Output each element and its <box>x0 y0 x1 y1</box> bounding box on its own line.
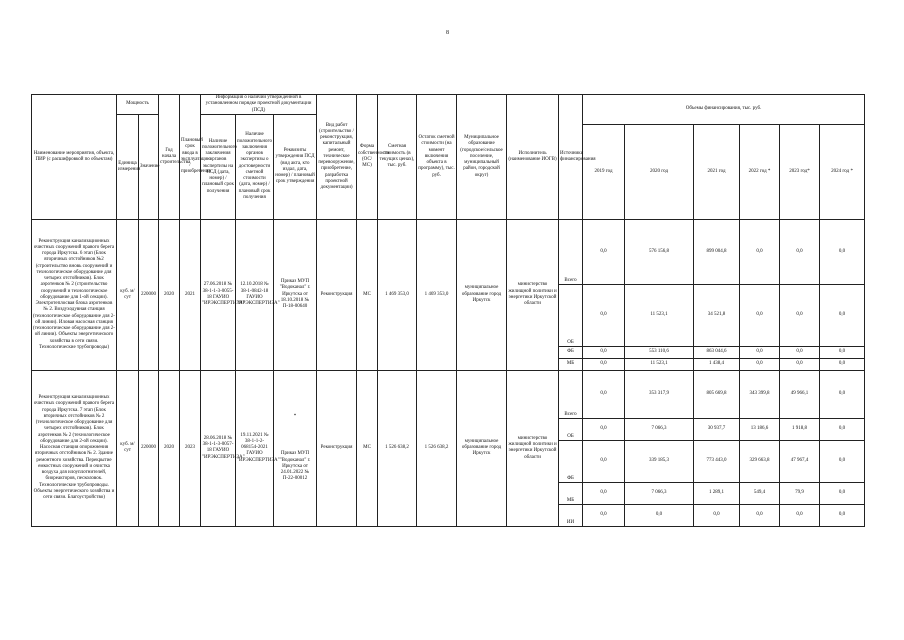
amount-cell: 339 185,3 <box>625 440 694 482</box>
source-label: ОБ <box>559 284 583 346</box>
amount-cell: 343 399,8 <box>740 370 780 418</box>
financing-table <box>31 94 865 527</box>
header-year: 2021 год <box>694 124 740 219</box>
cell-remaining: 1 526 638,2 <box>417 370 457 526</box>
amount-cell: 0,0 <box>583 440 625 482</box>
cell-unit: куб. м/сут <box>117 370 139 526</box>
cell-remaining: 1 469 353,0 <box>417 219 457 370</box>
amount-cell: 0,0 <box>780 504 820 526</box>
header-remaining: Остаток сметной стоимости (на момент включения объекта в программу), тыс. руб. <box>417 95 457 220</box>
amount-cell: 0,0 <box>780 358 820 370</box>
source-label: ФБ <box>559 440 583 482</box>
amount-cell: 329 663,8 <box>740 440 780 482</box>
cell-work-type: Реконструкция <box>317 219 357 370</box>
header-psd-cost: Наличие положительного заключения органов экспертизы о достоверности сметной стоимости (дата, номер) / плановый срок получения <box>236 114 274 219</box>
cell-estimate: 1 526 638,2 <box>378 370 417 526</box>
table-row <box>32 219 865 284</box>
amount-cell: 79,9 <box>780 482 820 504</box>
header-year: 2020 год <box>625 124 694 219</box>
amount-cell: 0,0 <box>694 504 740 526</box>
amount-cell: 0,0 <box>780 219 820 284</box>
amount-cell: 49 966,1 <box>780 370 820 418</box>
amount-cell: 0,0 <box>820 284 865 346</box>
cell-value: 220000 <box>139 370 159 526</box>
cell-psd-cost: 19.11.2021 № 38-1-1-2-068154-2021 ГАУИО "ИРЭКСПЕРТИЗА" <box>236 370 274 526</box>
cell-psd-positive: 28.06.2018 № 38-1-1-3-0057-18 ГАУИО "ИРЭКСПЕРТИЗА" <box>201 370 236 526</box>
amount-cell: 0,0 <box>583 284 625 346</box>
cell-executor: министерство жилищной политики и энергетики Иркутской области <box>507 219 559 370</box>
amount-cell: 0,0 <box>740 358 780 370</box>
project-name: Реконструкция канализационных очистных сооружений правого берега города Иркутска. 6 этап (Блок вторичных отстойников №2 (строительство вновь сооружений и технологическое оборудование для четырех отстойников). Блок аэротенков № 2 (строительство сооружений и технологическое оборудование для 1-ой секции). Электротеплосвая блока аэротенков № 2. Воздуходувная станция (технологическое оборудование для 2-ой линии). Иловая насосная станция (технологическое оборудование для 2-ой линии). Объекты энергетического хозяйства в сети связи. Технологические трубопроводы) <box>32 219 117 370</box>
amount-cell: 47 967,4 <box>780 440 820 482</box>
amount-cell: 899 004,8 <box>694 219 740 284</box>
approval-mark: * <box>293 413 297 419</box>
cell-work-type: Реконструкция <box>317 370 357 526</box>
amount-cell: 7 066,3 <box>625 482 694 504</box>
header-psd-approval: Реквизиты утверждения ПСД (вид акта, кто издал, дата, номер) / плановый срок утверждения <box>274 114 317 219</box>
amount-cell: 0,0 <box>583 358 625 370</box>
header-capacity: Мощность <box>117 95 159 115</box>
amount-cell: 0,0 <box>583 219 625 284</box>
amount-cell: 0,0 <box>583 482 625 504</box>
amount-cell: 7 066,3 <box>625 418 694 440</box>
source-label: Всего <box>559 370 583 418</box>
approval-text: Приказ МУП "Водоканал" г. Иркутска от 24.01.2022 № П-22-00012 <box>279 451 311 482</box>
cell-start-year: 2020 <box>159 370 180 526</box>
amount-cell: 576 156,8 <box>625 219 694 284</box>
amount-cell: 0,0 <box>820 418 865 440</box>
header-executor: Исполнитель (наименование ИОГВ) <box>507 95 559 220</box>
amount-cell: 11 523,1 <box>625 358 694 370</box>
amount-cell: 0,0 <box>583 346 625 358</box>
amount-cell: 1 289,1 <box>694 482 740 504</box>
amount-cell: 0,0 <box>820 219 865 284</box>
cell-planned-year: 2021 <box>180 219 201 370</box>
amount-cell: 1 438,4 <box>694 358 740 370</box>
cell-municipality: муниципальное образование город Иркутск <box>457 219 507 370</box>
cell-psd-cost: 12.10.2018 № 38-1-0842-18 ГАУИО "ИРЭКСПЕРТИЗА" <box>236 219 274 370</box>
source-label: МБ <box>559 482 583 504</box>
amount-cell: 0,0 <box>740 346 780 358</box>
source-label: МБ <box>559 358 583 370</box>
header-financing: Объемы финансирования, тыс. руб. <box>583 95 865 125</box>
amount-cell: 0,0 <box>583 370 625 418</box>
amount-cell: 863 044,6 <box>694 346 740 358</box>
header-year: 2019 год <box>583 124 625 219</box>
header-work-type: Вид работ (строительство / реконструкция, капитальный ремонт, техническое перевооружение, приобретение, разработка проектной документации) <box>317 95 357 220</box>
header-sources: Источники финансирования <box>559 95 583 220</box>
amount-cell: 1 918,8 <box>780 418 820 440</box>
amount-cell: 0,0 <box>820 504 865 526</box>
amount-cell: 0,0 <box>820 370 865 418</box>
header-year: 2022 год * <box>740 124 780 219</box>
header-value: Значение <box>139 114 159 219</box>
amount-cell: 0,0 <box>780 346 820 358</box>
amount-cell: 0,0 <box>583 504 625 526</box>
header-psd-info: Информация о наличии утвержденной в установленном порядке проектной документации (ПСД) <box>201 95 317 115</box>
header-year: 2024 год * <box>820 124 865 219</box>
amount-cell: 11 523,1 <box>625 284 694 346</box>
cell-ownership: МС <box>357 370 378 526</box>
amount-cell: 805 669,8 <box>694 370 740 418</box>
cell-municipality: муниципальное образование город Иркутск <box>457 370 507 526</box>
amount-cell: 353 317,9 <box>625 370 694 418</box>
source-label: Всего <box>559 219 583 284</box>
amount-cell: 553 110,6 <box>625 346 694 358</box>
cell-planned-year: 2023 <box>180 370 201 526</box>
header-ownership: Форма собственности (ОС/МС) <box>357 95 378 220</box>
source-label: ОБ <box>559 418 583 440</box>
amount-cell: 0,0 <box>583 418 625 440</box>
cell-psd-approval: Приказ МУП "Водоканал" г. Иркутска от 18.10.2018 № П-18-00640 <box>274 219 317 370</box>
amount-cell: 13 186,6 <box>740 418 780 440</box>
page-number: 8 <box>446 30 449 36</box>
cell-estimate: 1 469 353,0 <box>378 219 417 370</box>
amount-cell: 773 443,0 <box>694 440 740 482</box>
source-label: ИИ <box>559 504 583 526</box>
amount-cell: 0,0 <box>740 284 780 346</box>
cell-psd-positive: 27.06.2018 № 38-1-1-3-0055-18 ГАУИО "ИРЭКСПЕРТИЗА" <box>201 219 236 370</box>
amount-cell: 0,0 <box>625 504 694 526</box>
amount-cell: 34 521,8 <box>694 284 740 346</box>
amount-cell: 0,0 <box>820 358 865 370</box>
cell-executor: министерство жилищной политики и энергетики Иркутской области <box>507 370 559 526</box>
amount-cell: 549,4 <box>740 482 780 504</box>
cell-unit: куб. м/сут <box>117 219 139 370</box>
cell-ownership: МС <box>357 219 378 370</box>
header-planned-year: Плановый срок ввода в эксплуатацию / приобретения <box>180 95 201 220</box>
amount-cell: 0,0 <box>740 219 780 284</box>
header-name: Наименование мероприятия, объекта, ПИР (с расшифровкой по объектам) <box>32 95 117 220</box>
header-psd-positive: Наличие положительного заключения органов экспертизы на ПСД (дата, номер) / плановый срок получения <box>201 114 236 219</box>
amount-cell: 0,0 <box>740 504 780 526</box>
cell-value: 220000 <box>139 219 159 370</box>
table-row <box>32 370 865 418</box>
header-municipality: Муниципальное образование (городское/сельское поселение, муниципальный район, городской округ) <box>457 95 507 220</box>
header-year: 2023 год* <box>780 124 820 219</box>
amount-cell: 0,0 <box>820 440 865 482</box>
header-estimate: Сметная стоимость (в текущих ценах), тыс. руб. <box>378 95 417 220</box>
header-unit: Единица измерения <box>117 114 139 219</box>
source-label: ФБ <box>559 346 583 358</box>
amount-cell: 0,0 <box>820 482 865 504</box>
cell-start-year: 2020 <box>159 219 180 370</box>
amount-cell: 30 937,7 <box>694 418 740 440</box>
header-start-year: Год начала строительства <box>159 95 180 220</box>
amount-cell: 0,0 <box>780 284 820 346</box>
amount-cell: 0,0 <box>820 346 865 358</box>
cell-psd-approval <box>274 370 317 526</box>
project-name: Реконструкция канализационных очистных сооружений правого берега города Иркутска. 7 этап (Блок вторичных отстойников № 2 (технологическое оборудование для четырех отстойников). Блок аэротенков № 2 (технологическое оборудование для 2-ой секции). Насосная станция опорожнения вторичных отстойников № 2. Здание ремонтного хозяйства. Перекрытие емкостных сооружений и очистка воздуха для илоуплотнителей, биореакторов, песколовок. Технологические трубопроводы. Объекты энергетического хозяйства и сети связи. Благоустройство) <box>32 370 117 526</box>
